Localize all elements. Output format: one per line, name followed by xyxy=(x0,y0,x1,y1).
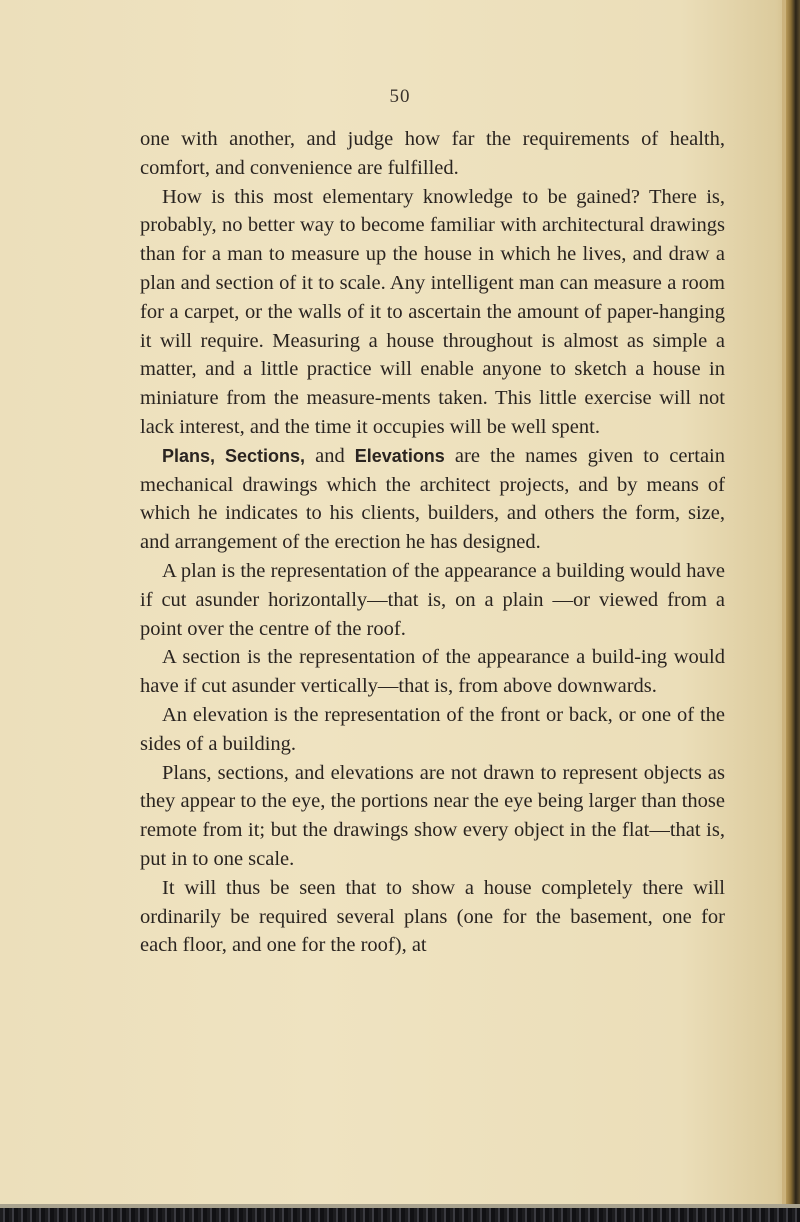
bottom-edge xyxy=(0,1208,800,1222)
paragraph-8: It will thus be seen that to show a house completely there will ordinarily be required several plans (one for the basement, one for each floor, and one for the roof), at xyxy=(140,876,725,957)
heading-connector: and xyxy=(305,444,355,467)
body-text xyxy=(140,125,725,960)
paragraph-6: An elevation is the representation of the front or back, or one of the sides of a building. xyxy=(140,703,725,755)
paragraph-1: one with another, and judge how far the requirements of health, comfort, and convenience are fulfilled. xyxy=(140,128,725,179)
paragraph-3-body: are the names given to certain mechanical drawings which the architect projects, and by means of which he indicates to his clients, builders, and others the form, size, and arrangement of the erection he has designed. xyxy=(140,444,725,554)
paragraph-7: Plans, sections, and elevations are not drawn to represent objects as they appear to the eye, the portions near the eye being larger than those remote from it; but the drawings show every object in the flat—that is, put in to one scale. xyxy=(140,761,725,870)
run-in-heading-elevations: Elevations xyxy=(354,445,445,466)
run-in-heading-plans-sections: Plans, Sections, xyxy=(162,445,306,466)
paragraph-5: A section is the representation of the appearance a build-ing would have if cut asunder vertically—that is, from above downwards. xyxy=(140,646,725,698)
paragraph-3 xyxy=(140,442,725,557)
paragraph-2: How is this most elementary knowledge to be gained? There is, probably, no better way to become familiar with architectural drawings than for a man to measure up the house in which he lives, and draw a plan and section of it to scale. Any intelligent man can measure a room for a carpet, or the walls of it to ascertain the amount of paper-hanging it will require. Measuring a house throughout is almost as simple a matter, and a little practice will enable anyone to sketch a house in miniature from the measure-ments taken. This little exercise will not lack interest, and the time it occupies will be well spent. xyxy=(140,185,725,438)
book-edge xyxy=(786,0,800,1222)
paragraph-4: A plan is the representation of the appearance a building would have if cut asunder horizontally—that is, on a plain —or viewed from a point over the centre of the roof. xyxy=(140,559,725,640)
page-number: 50 xyxy=(389,86,411,107)
